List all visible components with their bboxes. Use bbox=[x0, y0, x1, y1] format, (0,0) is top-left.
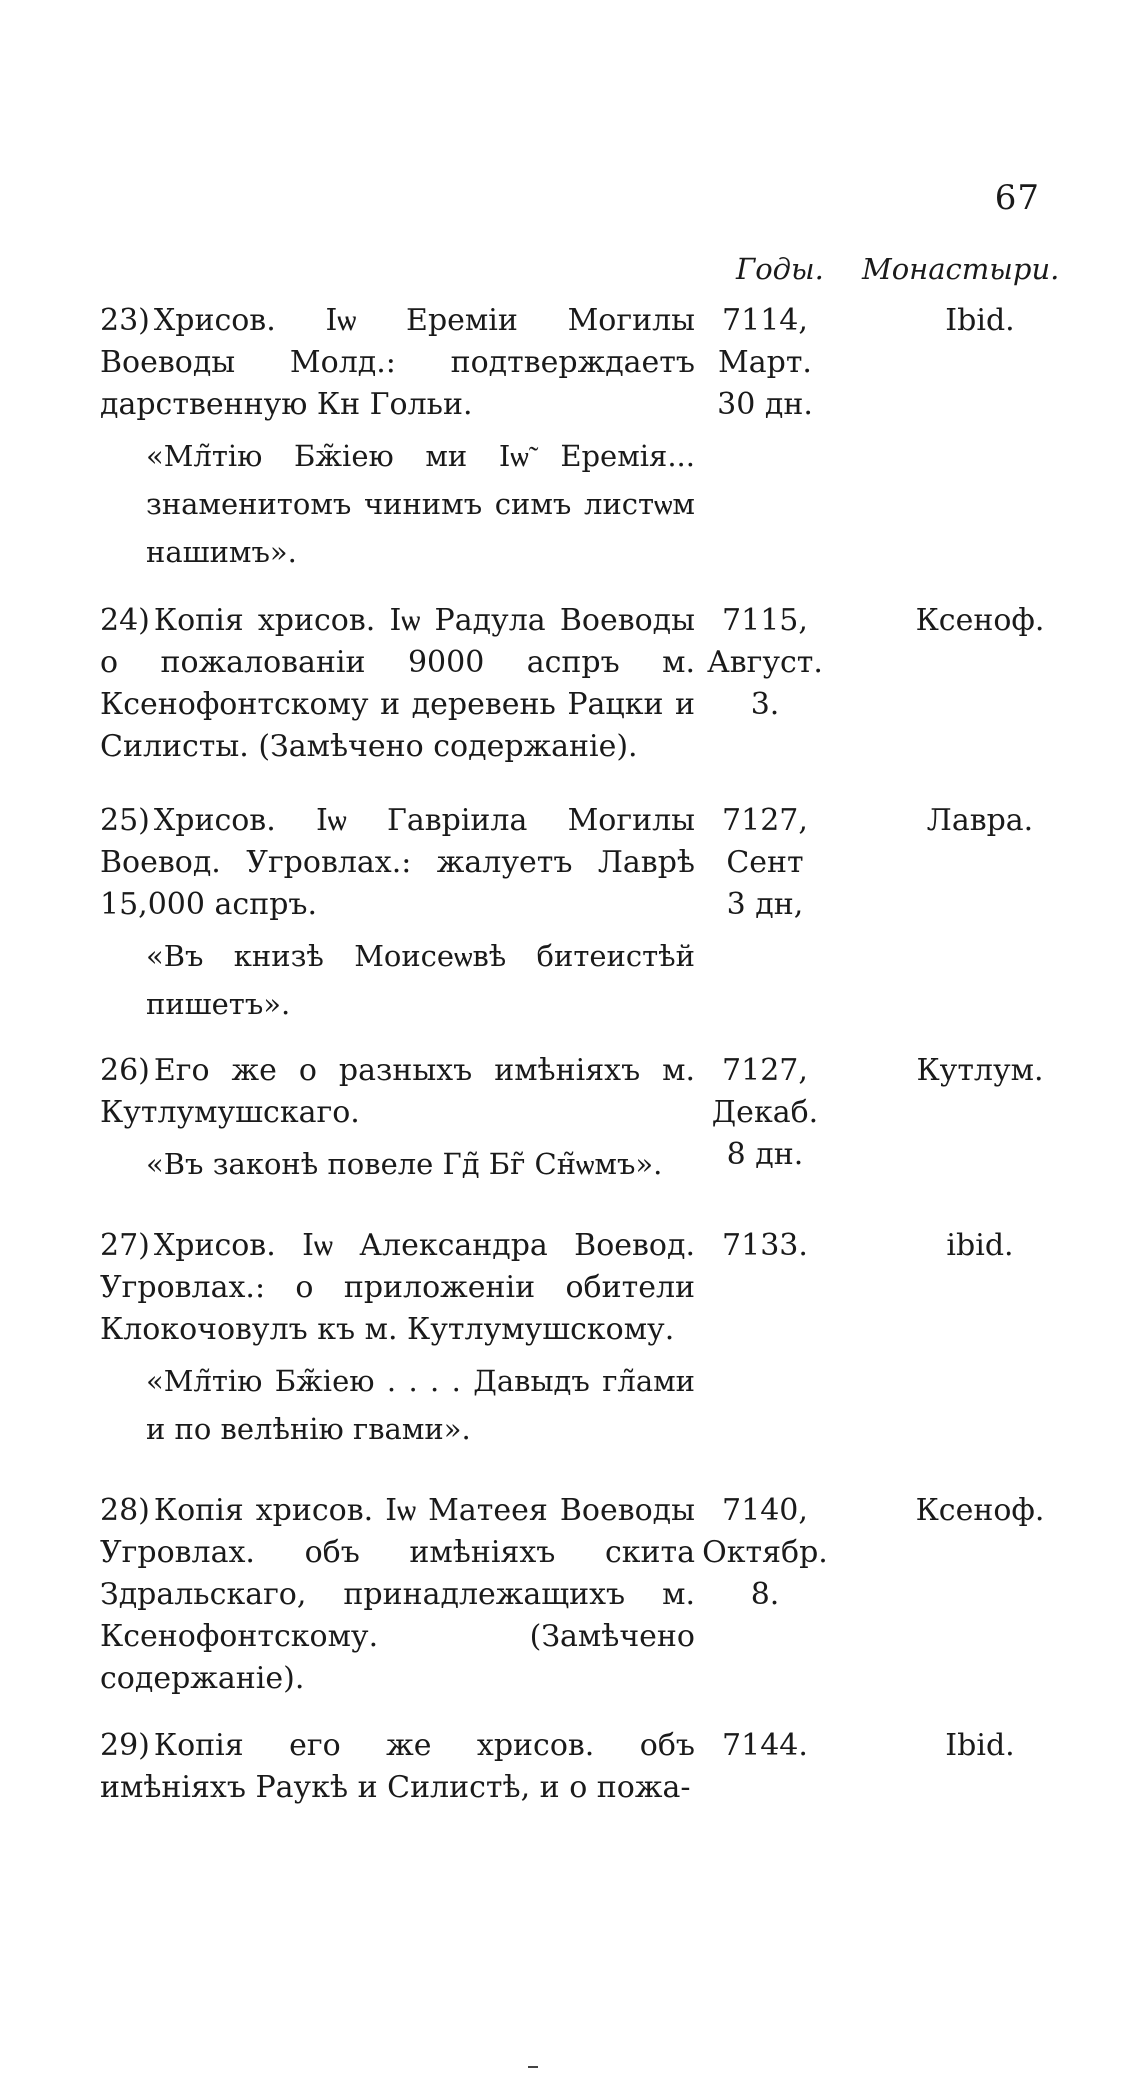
year-line: Август. bbox=[707, 645, 823, 680]
entry-text: Копія хрисов. Iѡ Радула Воеводы о пожалованіи 9000 аспръ м. Ксенофонтскому и деревень Рацки и Силисты. (Замѣчено содержаніе). bbox=[100, 603, 695, 764]
year-line: Сент bbox=[726, 845, 804, 880]
entry-text: Хрисов. Iѡ Гавріила Могилы Воевод. Угровлах.: жалуетъ Лаврѣ 15,000 аспръ. bbox=[100, 803, 695, 922]
year-line: 3 дн, bbox=[726, 887, 804, 922]
entry-description bbox=[100, 1490, 695, 1700]
year-line: 3. bbox=[750, 687, 780, 722]
page-bottom-mark bbox=[528, 2066, 538, 2068]
entry-text: Копія его же хрисов. объ имѣніяхъ Раукѣ и Силистѣ, и о пожа- bbox=[100, 1728, 695, 1805]
entry-year bbox=[700, 1050, 830, 1176]
entry-description bbox=[100, 1050, 695, 1188]
year-line: 7127, bbox=[722, 1053, 808, 1088]
entry-monastery: Ibid. bbox=[945, 1728, 1015, 1763]
entry-year bbox=[700, 1725, 830, 1767]
entry-description bbox=[100, 800, 695, 1028]
entry-quote: «Въ законѣ повеле Гд̃ Бг̃ Сн̃ѡмъ». bbox=[146, 1147, 663, 1181]
entry-number: 27) bbox=[100, 1228, 150, 1263]
entry-year bbox=[700, 600, 830, 726]
entry-text: Хрисов. Іѡ Еремiи Могилы Воеводы Молд.: подтверждаетъ дарственную Кн Гольи. bbox=[100, 303, 695, 422]
year-line: Октябр. bbox=[702, 1535, 828, 1570]
entry-monastery: Ксеноф. bbox=[915, 1493, 1045, 1528]
entry-number: 29) bbox=[100, 1728, 150, 1763]
entry-year bbox=[700, 800, 830, 926]
entry-year bbox=[700, 1490, 830, 1616]
year-line: 7144. bbox=[722, 1728, 808, 1763]
entry-year bbox=[700, 300, 830, 426]
column-header-years: Годы. bbox=[736, 252, 824, 286]
year-line: 8 дн. bbox=[726, 1137, 804, 1172]
column-header-monasteries: Монастыри. bbox=[862, 252, 1060, 286]
entry-monastery: Лавра. bbox=[926, 803, 1034, 838]
year-line: Декаб. bbox=[711, 1095, 819, 1130]
entry-number: 28) bbox=[100, 1493, 150, 1528]
entry-text: Копія хрисов. Iѡ Матеея Воеводы Угровлах. объ имѣніяхъ скита Здральскаго, принадлежащихъ м. Ксенофонтскому. (Замѣчено содержаніе). bbox=[100, 1493, 695, 1696]
entry-description bbox=[100, 1725, 695, 1809]
entry-year bbox=[700, 1225, 830, 1267]
entry-quote: «Мл̃тiю Бж̃iею ми Iѡ̃ Еремiя... знаменитомъ чинимъ симъ листѡм нашимъ». bbox=[146, 439, 695, 569]
entry-text: Хрисов. Iѡ Александра Воевод. Угровлах.: о приложеніи обители Клокочовулъ къ м. Кутлумушскому. bbox=[100, 1228, 695, 1347]
entry-description bbox=[100, 1225, 695, 1453]
page-number: 67 bbox=[994, 178, 1040, 218]
year-line: 7140, bbox=[722, 1493, 808, 1528]
entry-monastery: Ксеноф. bbox=[915, 603, 1045, 638]
year-line: 7115, bbox=[722, 603, 808, 638]
entry-text: Его же о разныхъ имѣніяхъ м. Кутлумушскаго. bbox=[100, 1053, 695, 1130]
entry-monastery: Ibid. bbox=[945, 303, 1015, 338]
year-line: Март. bbox=[718, 345, 812, 380]
entry-quote: «Въ книзѣ Моисеѡвѣ битеистѣй пишетъ». bbox=[146, 939, 695, 1021]
entry-monastery: Кутлум. bbox=[916, 1053, 1044, 1088]
year-line: 8. bbox=[750, 1577, 780, 1612]
entry-description bbox=[100, 300, 695, 576]
year-line: 7114, bbox=[722, 303, 808, 338]
entry-number: 24) bbox=[100, 603, 150, 638]
entry-number: 25) bbox=[100, 803, 150, 838]
entry-number: 26) bbox=[100, 1053, 150, 1088]
year-line: 7133. bbox=[722, 1228, 808, 1263]
entry-monastery: ibid. bbox=[946, 1228, 1014, 1263]
entry-description bbox=[100, 600, 695, 768]
year-line: 30 дн. bbox=[717, 387, 813, 422]
entry-quote: «Мл̃тiю Бж̃iею . . . . Давыдъ гл̃ами и по велѣнію гвами». bbox=[146, 1364, 695, 1446]
entry-number: 23) bbox=[100, 303, 150, 338]
year-line: 7127, bbox=[722, 803, 808, 838]
